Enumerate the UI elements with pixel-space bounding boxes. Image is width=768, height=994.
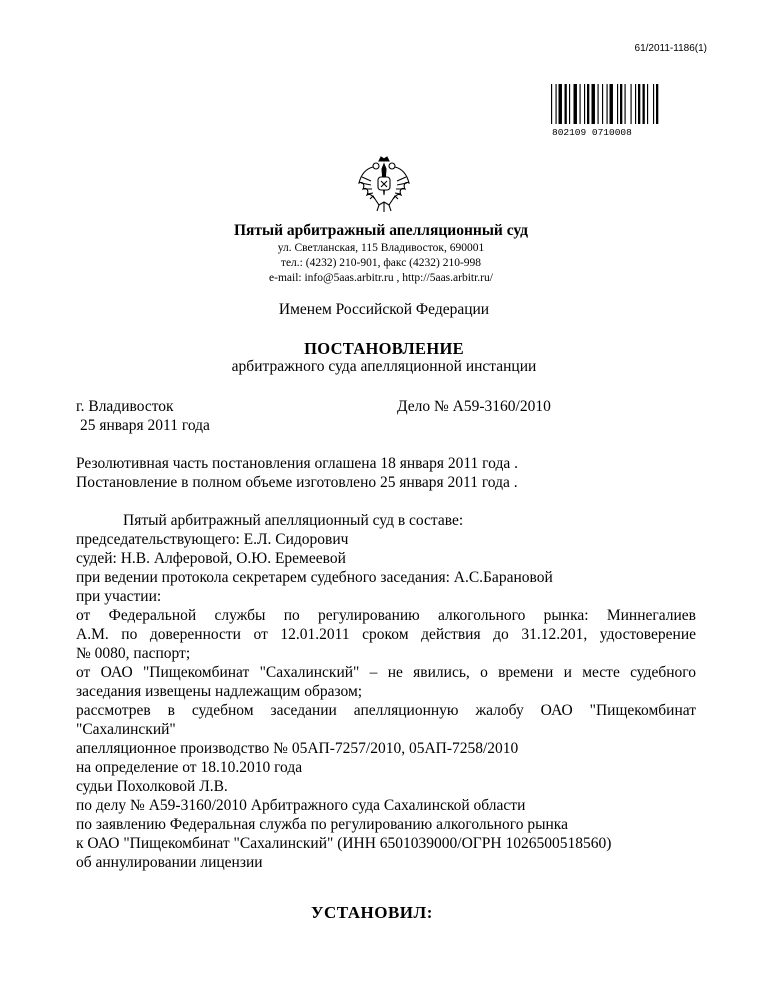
city: г. Владивосток: [76, 398, 174, 415]
ruling-date: на определение от 18.10.2010 года: [76, 759, 303, 776]
appeal-proceedings: апелляционное производство № 05АП-7257/2010, 05АП-7258/2010: [76, 740, 519, 757]
judge-name: судьи Похолковой Л.В.: [76, 778, 228, 795]
document-title: ПОСТАНОВЛЕНИЕ: [304, 339, 464, 358]
document-number: 61/2011-1186(1): [634, 43, 707, 54]
fsrar-line-3: № 0080, паспорт;: [76, 645, 191, 662]
considered-line-1: рассмотрев в судебном заседании апелляционную жалобу ОАО "Пищекомбинат: [76, 702, 696, 719]
court-phone: тел.: (4232) 210-901, факс (4232) 210-998: [280, 257, 482, 269]
respondent: к ОАО "Пищекомбинат "Сахалинский" (ИНН 6501039000/ОГРН 1026500518560): [76, 835, 612, 852]
resolution-completed: Постановление в полном объеме изготовлено 25 января 2011 года .: [76, 474, 518, 491]
court-email: e-mail: info@5aas.arbitr.ru , http://5aas.arbitr.ru/: [269, 272, 493, 284]
barcode: [549, 82, 709, 140]
considered-line-2: "Сахалинский": [76, 721, 176, 738]
case-number: Дело № А59-3160/2010: [397, 398, 551, 415]
case-reference: по делу № А59-3160/2010 Арбитражного суда Сахалинской области: [76, 797, 526, 814]
presiding-judge: председательствующего: Е.Л. Сидорович: [76, 531, 349, 548]
oao-line-1: от ОАО "Пищекомбинат "Сахалинский" – не явились, о времени и месте судебного: [76, 664, 696, 681]
fsrar-line-1: от Федеральной службы по регулированию алкогольного рынка: Миннегалиев: [76, 607, 696, 624]
resolution-announced: Резолютивная часть постановления оглашена 18 января 2011 года .: [76, 455, 518, 472]
court-name: Пятый арбитражный апелляционный суд: [233, 222, 529, 239]
court-address: ул. Светланская, 115 Владивосток, 690001: [277, 242, 485, 254]
judges: судей: Н.В. Алферовой, О.Ю. Еремеевой: [76, 550, 346, 567]
fsrar-line-2: А.М. по доверенности от 12.01.2011 сроком действия до 31.12.201, удостоверение: [76, 626, 696, 643]
subject: об аннулировании лицензии: [76, 854, 263, 871]
court-composition-intro: Пятый арбитражный апелляционный суд в составе:: [123, 512, 464, 529]
secretary: при ведении протокола секретарем судебного заседания: А.С.Барановой: [76, 569, 553, 586]
date: 25 января 2011 года: [80, 417, 210, 434]
coat-of-arms-emblem: [357, 155, 411, 213]
established-heading: УСТАНОВИЛ:: [311, 903, 433, 922]
document-subtitle: арбитражного суда апелляционной инстанции: [231, 358, 537, 375]
participation: при участии:: [76, 588, 162, 605]
application: по заявлению Федеральная служба по регулированию алкогольного рынка: [76, 816, 568, 833]
barcode-number: 802109 0710008: [552, 127, 632, 138]
oao-line-2: заседания извещены надлежащим образом;: [76, 683, 363, 700]
in-the-name-line: Именем Российской Федерации: [278, 301, 490, 318]
